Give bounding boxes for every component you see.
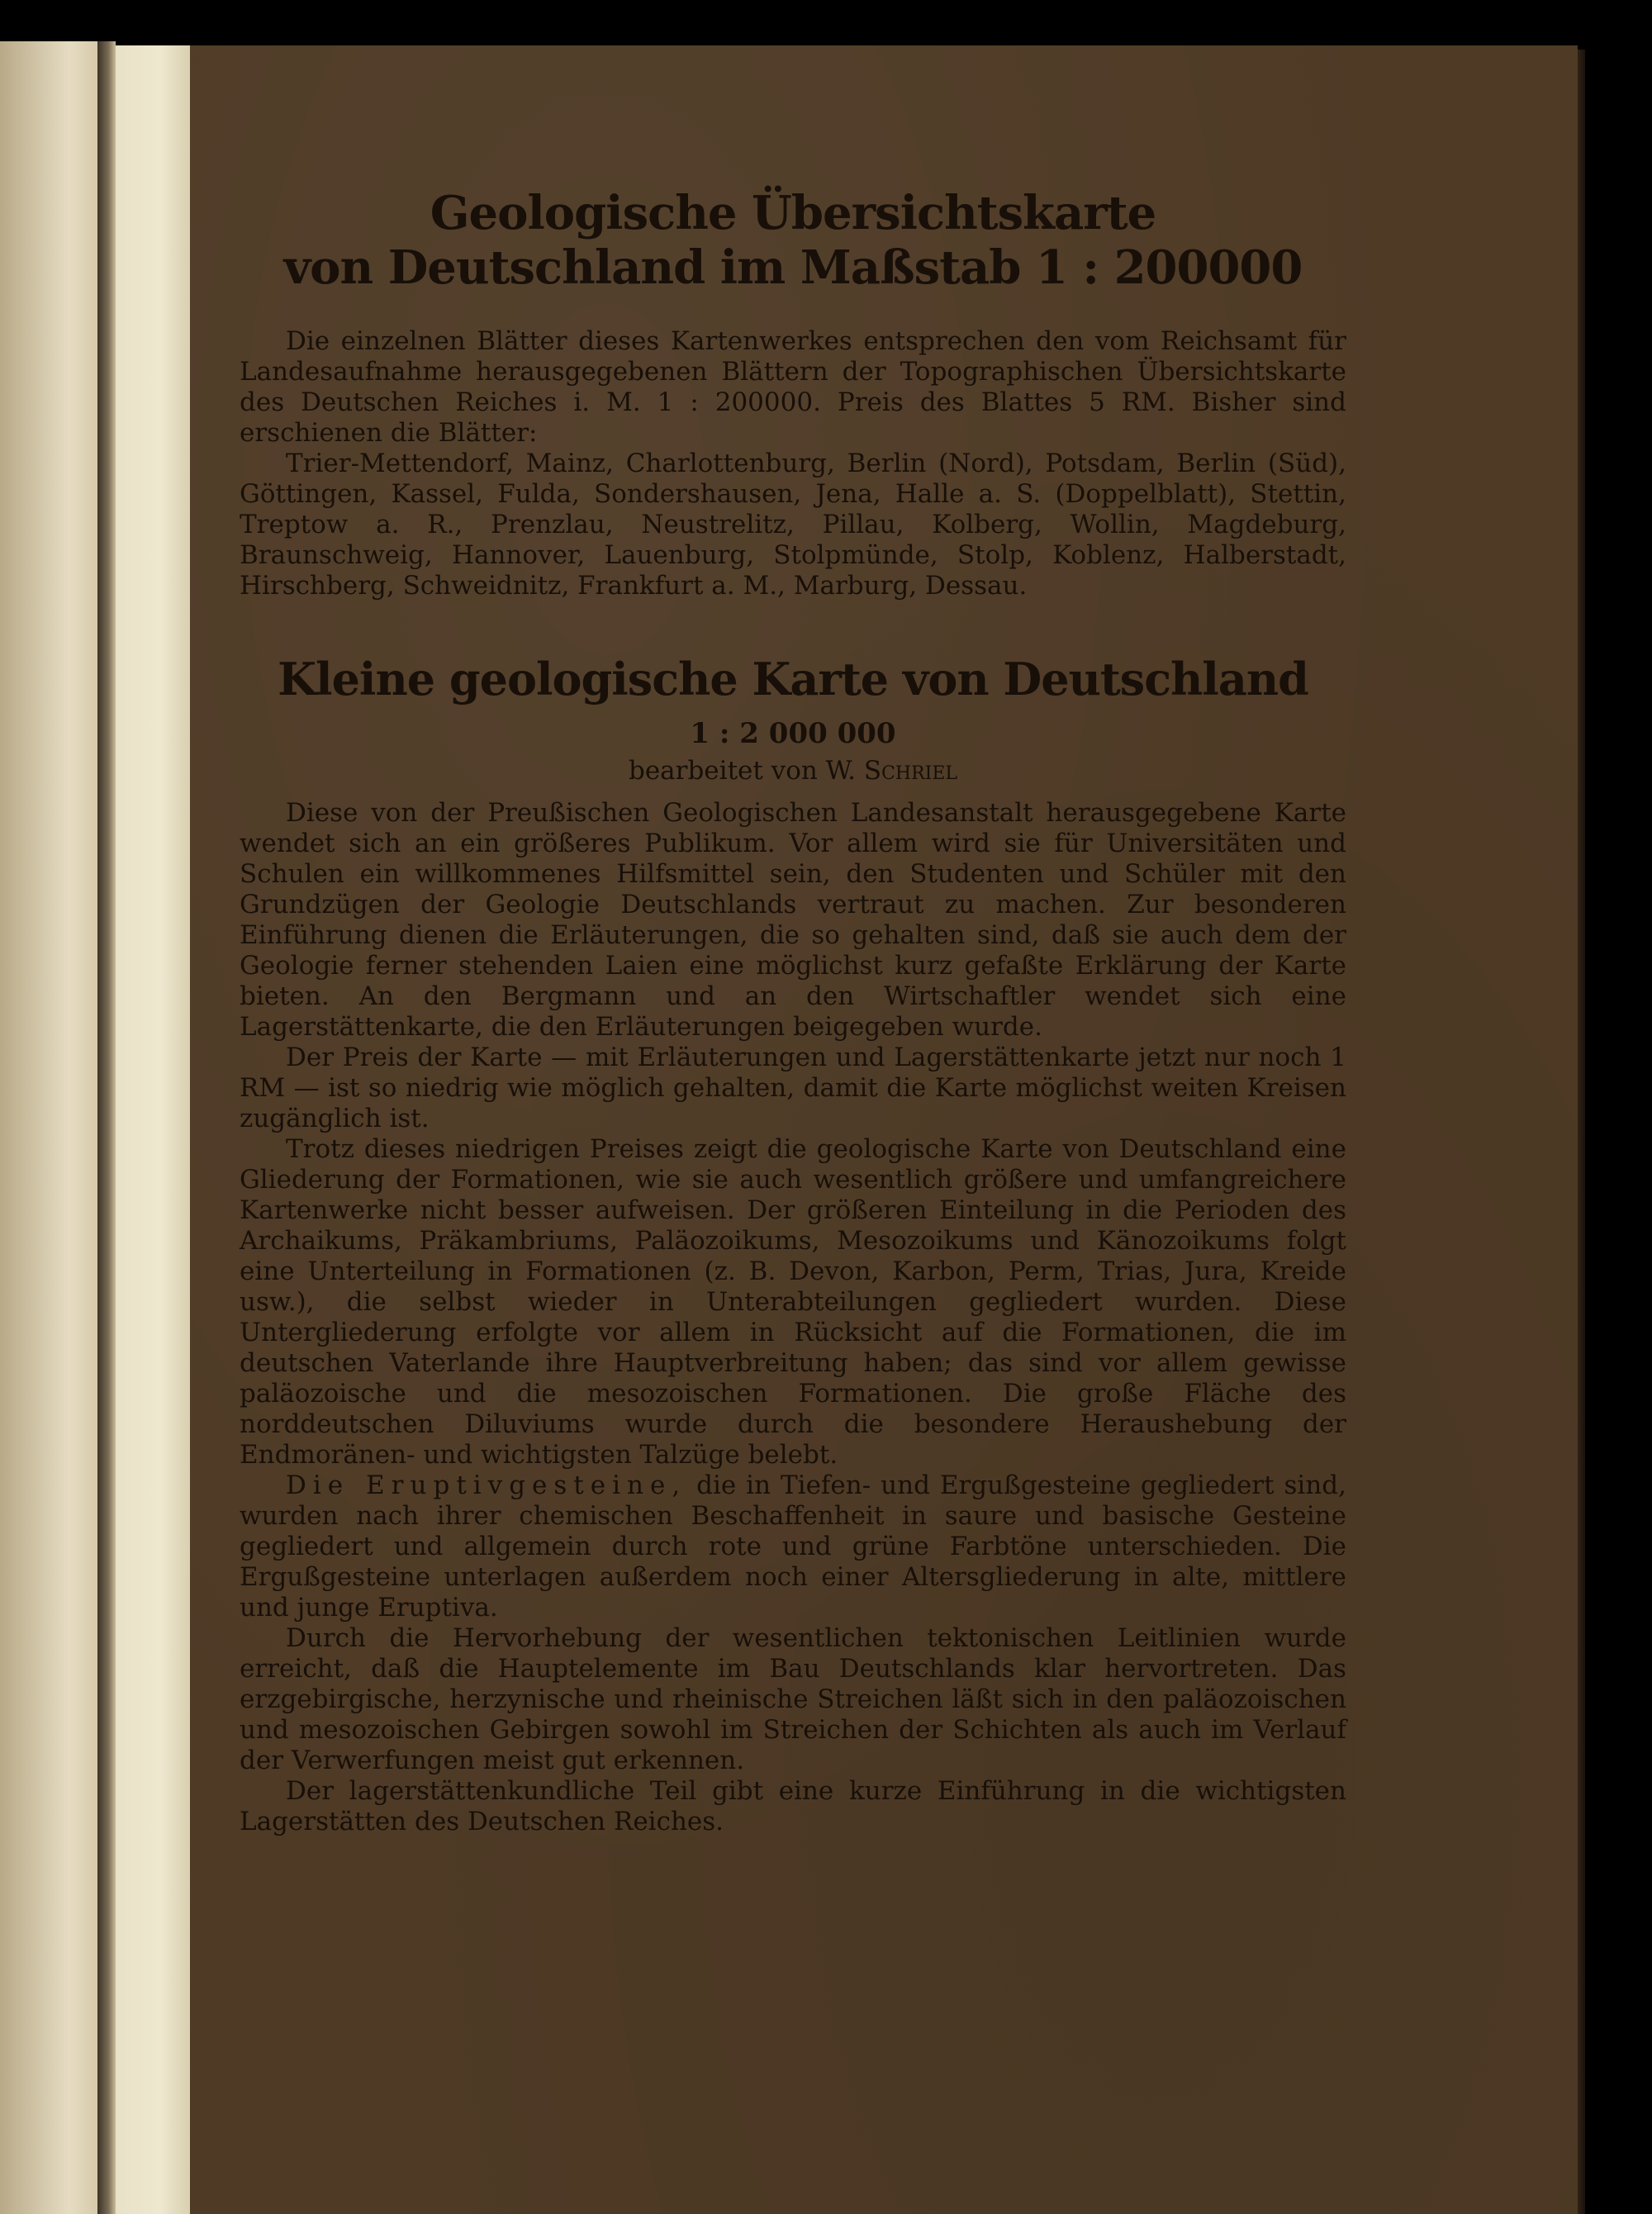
byline-prefix: bearbeitet von W. [628, 756, 856, 786]
paragraph-4-lead: Die Eruptivgesteine, [286, 1470, 687, 1500]
section1-title-line1: Geologische Übersichtskarte [430, 186, 1156, 240]
section2-title: Kleine geologische Karte von Deutschland [278, 653, 1308, 706]
cover-spine-strip [116, 45, 190, 2214]
paragraph-4-rest: die in Tiefen- und Ergußgesteine gegliedert sind, wurden nach ihrer chemischen Beschaffenheit in saure und basische Gesteine gegliedert und allgemein durch rote und grüne Farbtöne unterschieden. Die Ergußgesteine unterlagen außerdem noch einer Altersgliederung in alte, mittlere und junge Eruptiva. [240, 1470, 1346, 1622]
section2-paragraph-3: Trotz dieses niedrigen Preises zeigt die geologische Karte von Deutschland eine Gliederung der Formationen, wie sie auch wesentlich größere und umfangreichere Kartenwerke nicht besser aufweisen. Der größeren Einteilung in die Perioden des Archaikums, Präkambriums, Paläozoikums, Mesozoikums und Känozoikums folgt eine Unterteilung in Formationen (z. B. Devon, Karbon, Perm, Trias, Jura, Kreide usw.), die selbst wieder in Unterabteilungen gegliedert wurden. Diese Untergliederung erfolgte vor allem in Rücksicht auf die Formationen, die im deutschen Vaterlande ihre Hauptverbreitung haben; das sind vor allem gewisse paläozoische und die mesozoischen Formationen. Die große Fläche des norddeutschen Diluviums wurde durch die besondere Heraushebung der Endmoränen- und wichtigsten Talzüge belebt. [240, 1134, 1346, 1470]
section2-paragraph-4 [240, 1470, 1346, 1623]
section1-title [240, 186, 1346, 295]
section1-title-line2: von Deutschland im Maßstab 1 : 200000 [283, 240, 1303, 295]
previous-page-edge [0, 41, 99, 2214]
section2-paragraph-6: Der lagerstättenkundliche Teil gibt eine kurze Einführung in die wichtigsten Lagerstätten des Deutschen Reiches. [240, 1776, 1346, 1836]
section1-intro: Die einzelnen Blätter dieses Kartenwerkes entsprechen den vom Reichsamt für Landesaufnahme herausgegebenen Blättern der Topographischen Übersichtskarte des Deutschen Reiches i. M. 1 : 200000. Preis des Blattes 5 RM. Bisher sind erschienen die Blätter: [240, 326, 1346, 448]
byline-author: Schriel [863, 756, 958, 786]
section1-sheet-list: Trier-Mettendorf, Mainz, Charlottenburg, Berlin (Nord), Potsdam, Berlin (Süd), Göttingen, Kassel, Fulda, Sondershausen, Jena, Halle a. S. (Doppelblatt), Stettin, Treptow a. R., Prenzlau, Neustrelitz, Pillau, Kolberg, Wollin, Magdeburg, Braunschweig, Hannover, Lauenburg, Stolpmünde, Stolp, Koblenz, Halberstadt, Hirschberg, Schweidnitz, Frankfurt a. M., Marburg, Dessau. [240, 449, 1346, 601]
section2-paragraph-5: Durch die Hervorhebung der wesentlichen tektonischen Leitlinien wurde erreicht, daß die Hauptelemente im Bau Deutschlands klar hervortreten. Das erzgebirgische, herzynische und rheinische Streichen läßt sich in den paläozoischen und mesozoischen Gebirgen sowohl im Streichen der Schichten als auch im Verlauf der Verwerfungen meist gut erkennen. [240, 1623, 1346, 1775]
page-content [240, 186, 1346, 1837]
section2-body [240, 798, 1346, 1837]
section2-paragraph-1: Diese von der Preußischen Geologischen Landesanstalt herausgegebene Karte wendet sich an ein größeres Publikum. Vor allem wird sie für Universitäten und Schulen ein willkommenes Hilfsmittel sein, den Studenten und Schüler mit den Grundzügen der Geologie Deutschlands vertraut zu machen. Zur besonderen Einführung dienen die Erläuterungen, die so gehalten sind, daß sie auch dem der Geologie ferner stehenden Laien eine möglichst kurz gefaßte Erklärung der Karte bieten. An den Bergmann und an den Wirtschaftler wendet sich eine Lagerstättenkarte, die den Erläuterungen beigegeben wurde. [240, 798, 1346, 1042]
section2-byline [240, 753, 1346, 788]
section1-text [240, 326, 1346, 601]
section2-scale: 1 : 2 000 000 [690, 717, 896, 750]
back-cover-page [190, 45, 1578, 2214]
section2-paragraph-2: Der Preis der Karte — mit Erläuterungen und Lagerstättenkarte jetzt nur noch 1 RM — ist so niedrig wie möglich gehalten, damit die Karte möglichst weiten Kreisen zugänglich ist. [240, 1043, 1346, 1133]
gutter-shadow [97, 41, 116, 2214]
